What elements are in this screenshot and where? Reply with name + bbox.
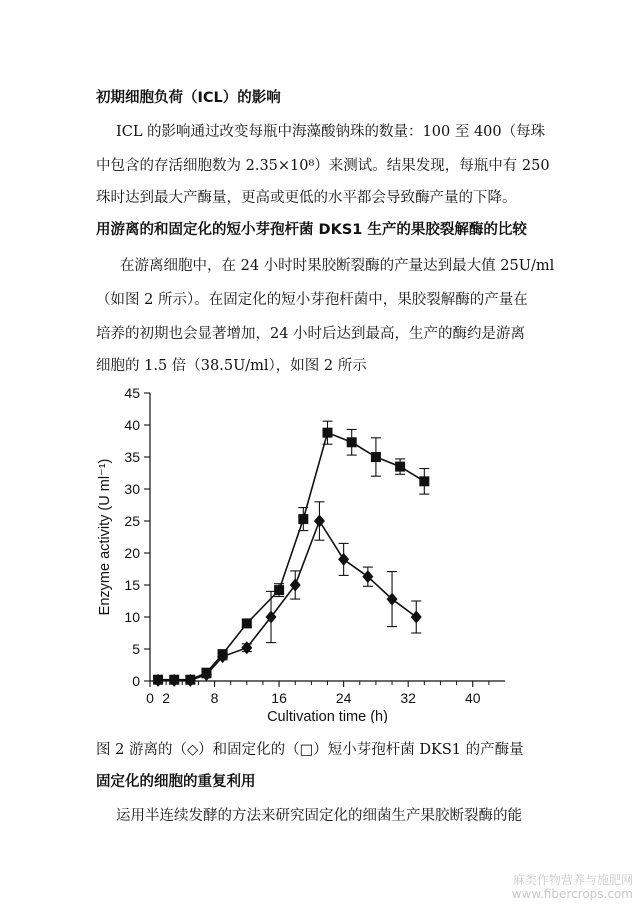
y-tick-label: 25 bbox=[124, 513, 140, 529]
y-tick-label: 10 bbox=[124, 609, 140, 625]
paragraph-line: 珠时达到最大产酶量，更高或更低的水平都会导致酶产量的下降。 bbox=[96, 190, 517, 206]
data-point-square bbox=[371, 452, 381, 462]
enzyme-activity-chart bbox=[95, 378, 515, 723]
paragraph-line: 培养的初期也会显著增加，24 小时后达到最高，生产的酶约是游离 bbox=[96, 326, 526, 342]
section-heading-comparison: 用游离的和固定化的短小芽孢杆菌 DKS1 生产的果胶裂解酶的比较 bbox=[96, 222, 527, 238]
y-tick-label: 5 bbox=[132, 641, 140, 657]
paragraph-line: （如图 2 所示）。在固定化的短小芽孢杆菌中，果胶裂解酶的产量在 bbox=[96, 292, 528, 308]
section-heading-icl: 初期细胞负荷（ICL）的影响 bbox=[96, 90, 281, 106]
watermark bbox=[512, 873, 633, 901]
y-tick-label: 15 bbox=[124, 577, 140, 593]
data-point-diamond bbox=[411, 611, 422, 624]
section-heading-reuse: 固定化的细胞的重复利用 bbox=[96, 774, 256, 790]
watermark-line: 麻类作物营养与施肥网 bbox=[512, 873, 633, 887]
x-tick-label: 24 bbox=[335, 690, 352, 706]
series-line bbox=[158, 521, 416, 680]
y-tick-label: 20 bbox=[124, 545, 140, 561]
data-point-square bbox=[298, 514, 308, 524]
y-tick-label: 30 bbox=[124, 481, 140, 497]
x-tick-label: 2 bbox=[162, 690, 171, 706]
figure-caption: 图 2 游离的（◇）和固定化的（□）短小芽孢杆菌 DKS1 的产酶量 bbox=[96, 742, 524, 758]
x-axis-title: Cultivation time (h) bbox=[267, 709, 388, 723]
series-line bbox=[158, 433, 424, 680]
x-tick-label: 40 bbox=[464, 690, 481, 706]
x-tick-label: 16 bbox=[271, 690, 287, 706]
x-tick-label: 0 bbox=[146, 690, 154, 706]
data-point-square bbox=[395, 462, 405, 472]
watermark-line: www.fibercrops.com bbox=[511, 887, 633, 901]
paragraph-line: 运用半连续发酵的方法来研究固定化的细菌生产果胶断裂酶的能 bbox=[116, 808, 522, 824]
y-tick-label: 35 bbox=[124, 449, 140, 465]
paragraph-line: ICL 的影响通过改变每瓶中海藻酸钠珠的数量：100 至 400（每珠 bbox=[116, 124, 546, 140]
data-point-square bbox=[242, 618, 252, 628]
x-tick-label: 32 bbox=[400, 690, 416, 706]
y-tick-label: 0 bbox=[132, 673, 140, 689]
data-point-diamond bbox=[314, 515, 325, 528]
y-tick-label: 40 bbox=[124, 417, 140, 433]
data-point-square bbox=[347, 437, 357, 447]
data-point-square bbox=[274, 585, 284, 595]
paragraph-line: 细胞的 1.5 倍（38.5U/ml），如图 2 所示 bbox=[96, 358, 367, 374]
paragraph-line: 在游离细胞中，在 24 小时时果胶断裂酶的产量达到最大值 25U/ml bbox=[120, 258, 555, 274]
data-point-square bbox=[323, 428, 333, 438]
data-point-diamond bbox=[338, 553, 349, 566]
x-tick-label: 8 bbox=[210, 690, 219, 706]
data-point-square bbox=[419, 476, 429, 486]
y-axis-title: Enzyme activity (U ml⁻¹) bbox=[97, 458, 113, 616]
paragraph-line: 中包含的存活细胞数为 2.35×10⁸）来测试。结果发现，每瓶中有 250 bbox=[96, 158, 550, 174]
y-tick-label: 45 bbox=[124, 385, 140, 401]
